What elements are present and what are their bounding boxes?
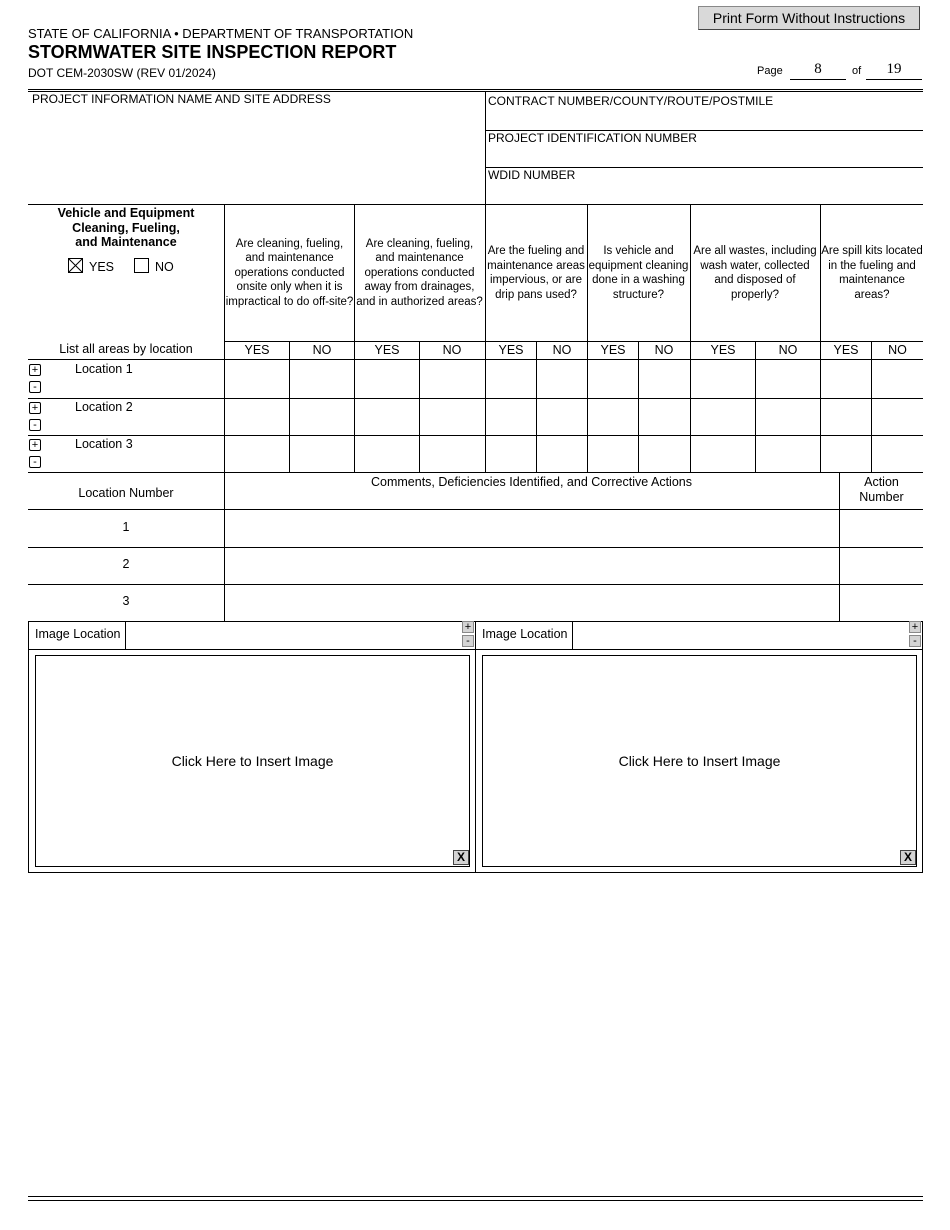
answer-cell-no[interactable] <box>756 360 819 397</box>
answer-cell-no[interactable] <box>639 360 688 397</box>
answer-cell-yes[interactable] <box>486 360 535 397</box>
project-name-address-field[interactable] <box>29 108 483 203</box>
answer-cell-yes[interactable] <box>691 436 754 471</box>
answer-cell-yes[interactable] <box>691 399 754 434</box>
add-row-button[interactable]: + <box>29 364 41 376</box>
section-title-line: Cleaning, Fueling, <box>72 220 180 235</box>
insert-image-area[interactable] <box>482 655 917 867</box>
comments-field[interactable] <box>225 548 838 583</box>
list-areas-label: List all areas by location <box>59 342 193 356</box>
section-title-line: Vehicle and Equipment <box>57 206 195 220</box>
section-title <box>28 206 224 250</box>
print-form-button[interactable]: Print Form Without Instructions <box>698 6 920 30</box>
add-row-button[interactable]: + <box>29 402 41 414</box>
q2-no-header: NO <box>442 343 462 357</box>
q4-no-header: NO <box>654 343 674 357</box>
page-number-field[interactable]: 8 <box>790 61 846 80</box>
answer-cell-no[interactable] <box>872 360 922 397</box>
answer-cell-no[interactable] <box>290 360 353 397</box>
wdid-field[interactable] <box>487 183 922 203</box>
q6-no-header: NO <box>888 343 907 357</box>
q3-yes-header: YES <box>498 343 524 357</box>
image-location-label: Image Location <box>482 627 568 641</box>
action-number-field[interactable] <box>840 510 922 546</box>
agency-line: STATE OF CALIFORNIA • DEPARTMENT OF TRANSPORTATION <box>28 26 414 41</box>
of-label: of <box>852 65 862 77</box>
image-location-field[interactable] <box>126 622 460 648</box>
remove-image-row-button[interactable]: - <box>462 635 474 647</box>
answer-cell-yes[interactable] <box>821 436 870 471</box>
answer-cell-no[interactable] <box>756 399 819 434</box>
add-image-button[interactable]: + <box>462 621 474 633</box>
answer-cell-no[interactable] <box>756 436 819 471</box>
location-name-field[interactable]: Location 2 <box>75 400 133 414</box>
section-yes-checkbox[interactable] <box>68 258 83 273</box>
project-name-address-label: PROJECT INFORMATION NAME AND SITE ADDRESS <box>32 92 331 106</box>
location-number-cell: 2 <box>122 557 130 571</box>
answer-cell-no[interactable] <box>639 399 688 434</box>
insert-image-text: Click Here to Insert Image <box>618 753 781 769</box>
answer-cell-yes[interactable] <box>225 399 288 434</box>
q5-yes-header: YES <box>710 343 736 357</box>
remove-image-row-button[interactable]: - <box>909 635 921 647</box>
answer-cell-yes[interactable] <box>355 436 418 471</box>
answer-cell-no[interactable] <box>290 436 353 471</box>
clear-image-button[interactable]: X <box>453 850 469 865</box>
image-location-field[interactable] <box>573 622 907 648</box>
action-number-header <box>840 475 923 505</box>
q1-no-header: NO <box>312 343 332 357</box>
section-no-checkbox[interactable] <box>134 258 149 273</box>
question-6: Are spill kits located in the fueling and maintenance areas? <box>821 245 923 301</box>
section-yes-label: YES <box>89 260 115 274</box>
project-id-label: PROJECT IDENTIFICATION NUMBER <box>488 131 697 145</box>
action-number-header-line: Number <box>859 490 904 504</box>
answer-cell-yes[interactable] <box>691 360 754 397</box>
add-image-button[interactable]: + <box>909 621 921 633</box>
location-number-cell: 1 <box>122 520 130 534</box>
contract-number-field[interactable] <box>487 109 922 129</box>
answer-cell-no[interactable] <box>537 436 586 471</box>
location-number-header: Location Number <box>78 486 174 500</box>
question-2: Are cleaning, fueling, and maintenance operations conducted away from drainages, and in authorized areas? <box>356 237 483 308</box>
q4-yes-header: YES <box>600 343 626 357</box>
answer-cell-yes[interactable] <box>486 399 535 434</box>
location-row <box>28 360 224 398</box>
answer-cell-yes[interactable] <box>588 399 637 434</box>
comments-field[interactable] <box>225 510 838 546</box>
comments-header: Comments, Deficiencies Identified, and Corrective Actions <box>371 475 692 489</box>
answer-cell-yes[interactable] <box>588 360 637 397</box>
form-title: STORMWATER SITE INSPECTION REPORT <box>28 42 397 62</box>
answer-cell-yes[interactable] <box>225 360 288 397</box>
add-row-button[interactable]: + <box>29 439 41 451</box>
action-number-header-line: Action <box>864 475 899 489</box>
image-location-label: Image Location <box>35 627 121 641</box>
remove-row-button[interactable]: - <box>29 381 41 393</box>
answer-cell-yes[interactable] <box>821 360 870 397</box>
answer-cell-no[interactable] <box>420 399 483 434</box>
comments-field[interactable] <box>225 585 838 620</box>
answer-cell-no[interactable] <box>537 399 586 434</box>
section-no-label: NO <box>155 260 174 274</box>
answer-cell-no[interactable] <box>420 436 483 471</box>
answer-cell-yes[interactable] <box>355 399 418 434</box>
location-row <box>28 436 224 472</box>
remove-row-button[interactable]: - <box>29 456 41 468</box>
q5-no-header: NO <box>778 343 798 357</box>
action-number-field[interactable] <box>840 548 922 583</box>
location-name-field[interactable]: Location 3 <box>75 437 133 451</box>
answer-cell-no[interactable] <box>537 360 586 397</box>
q6-yes-header: YES <box>833 343 859 357</box>
total-pages-field[interactable]: 19 <box>866 61 922 80</box>
checkmark-x-icon <box>69 259 82 272</box>
insert-image-text: Click Here to Insert Image <box>171 753 334 769</box>
answer-cell-yes[interactable] <box>486 436 535 471</box>
answer-cell-no[interactable] <box>290 399 353 434</box>
q3-no-header: NO <box>552 343 572 357</box>
answer-cell-no[interactable] <box>420 360 483 397</box>
answer-cell-yes[interactable] <box>821 399 870 434</box>
form-id: DOT CEM-2030SW (REV 01/2024) <box>28 66 216 80</box>
remove-row-button[interactable]: - <box>29 419 41 431</box>
location-name-field[interactable]: Location 1 <box>75 362 133 376</box>
q2-yes-header: YES <box>374 343 400 357</box>
wdid-label: WDID NUMBER <box>488 168 576 182</box>
contract-number-label: CONTRACT NUMBER/COUNTY/ROUTE/POSTMILE <box>488 94 774 108</box>
action-number-field[interactable] <box>840 585 922 620</box>
project-id-field[interactable] <box>487 146 922 166</box>
question-1: Are cleaning, fueling, and maintenance operations conducted onsite only when it is impractical to do off-site? <box>225 237 354 308</box>
section-title-line: and Maintenance <box>75 235 177 249</box>
answer-cell-yes[interactable] <box>355 360 418 397</box>
insert-image-area[interactable] <box>35 655 470 867</box>
answer-cell-yes[interactable] <box>225 436 288 471</box>
question-4: Is vehicle and equipment cleaning done in a washing structure? <box>588 245 689 301</box>
location-row <box>28 399 224 435</box>
question-5: Are all wastes, including wash water, collected and disposed of properly? <box>693 245 817 301</box>
page-label: Page <box>757 65 783 77</box>
location-number-cell: 3 <box>122 594 130 608</box>
answer-cell-yes[interactable] <box>588 436 637 471</box>
question-3: Are the fueling and maintenance areas impervious, or are drip pans used? <box>487 245 585 301</box>
clear-image-button[interactable]: X <box>900 850 916 865</box>
answer-cell-no[interactable] <box>872 399 922 434</box>
answer-cell-no[interactable] <box>639 436 688 471</box>
answer-cell-no[interactable] <box>872 436 922 471</box>
q1-yes-header: YES <box>244 343 270 357</box>
